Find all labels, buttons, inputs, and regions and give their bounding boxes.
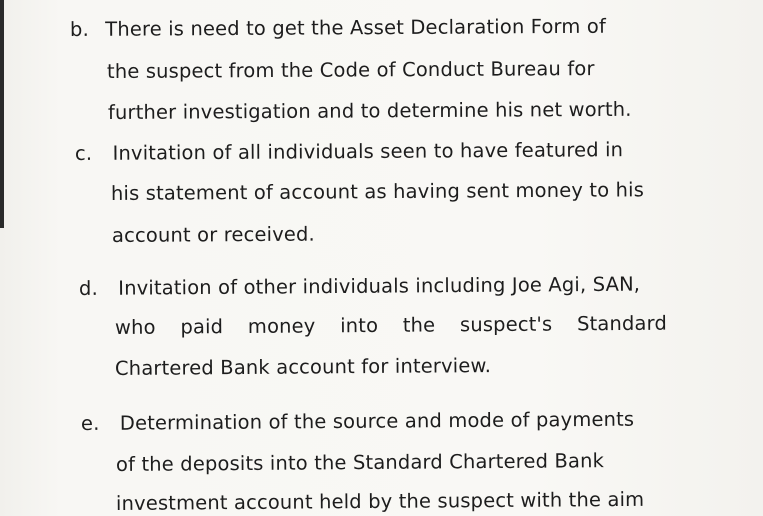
word: who	[114, 315, 156, 339]
list-item-text: Invitation of other individuals including Joe Agi, SAN,	[118, 272, 641, 300]
list-item-line-justified	[115, 312, 667, 340]
word: the	[402, 313, 436, 337]
list-item-line: the suspect from the Code of Conduct Bureau for	[106, 57, 595, 83]
list-item-text: Invitation of all individuals seen to have featured in	[112, 138, 624, 165]
list-marker: c.	[74, 141, 93, 165]
word: suspect's	[459, 312, 553, 337]
word: into	[340, 313, 379, 338]
list-item-first-line	[79, 273, 640, 301]
list-item-line: account or received.	[111, 222, 315, 247]
list-item-line: of the deposits into the Standard Chartered Bank	[115, 449, 605, 476]
list-item-line: further investigation and to determine his net worth.	[107, 97, 632, 124]
list-item-text: There is need to get the Asset Declaration Form of	[105, 14, 606, 41]
list-item-line: his statement of account as having sent money to his	[110, 178, 645, 205]
list-item-text: Determination of the source and mode of payments	[119, 407, 635, 435]
list-item-first-line	[75, 138, 623, 166]
word: money	[247, 314, 316, 338]
list-item-first-line	[70, 15, 606, 42]
word: Standard	[576, 311, 668, 336]
list-marker: d.	[78, 276, 98, 300]
list-item-first-line	[81, 408, 634, 436]
list-item-line: investment account held by the suspect with the aim	[115, 487, 645, 515]
list-item-line: Chartered Bank account for interview.	[114, 354, 492, 380]
list-marker: e.	[80, 411, 100, 435]
list-marker: b.	[69, 17, 89, 41]
word: paid	[180, 315, 224, 339]
page-edge-shadow	[0, 0, 4, 228]
